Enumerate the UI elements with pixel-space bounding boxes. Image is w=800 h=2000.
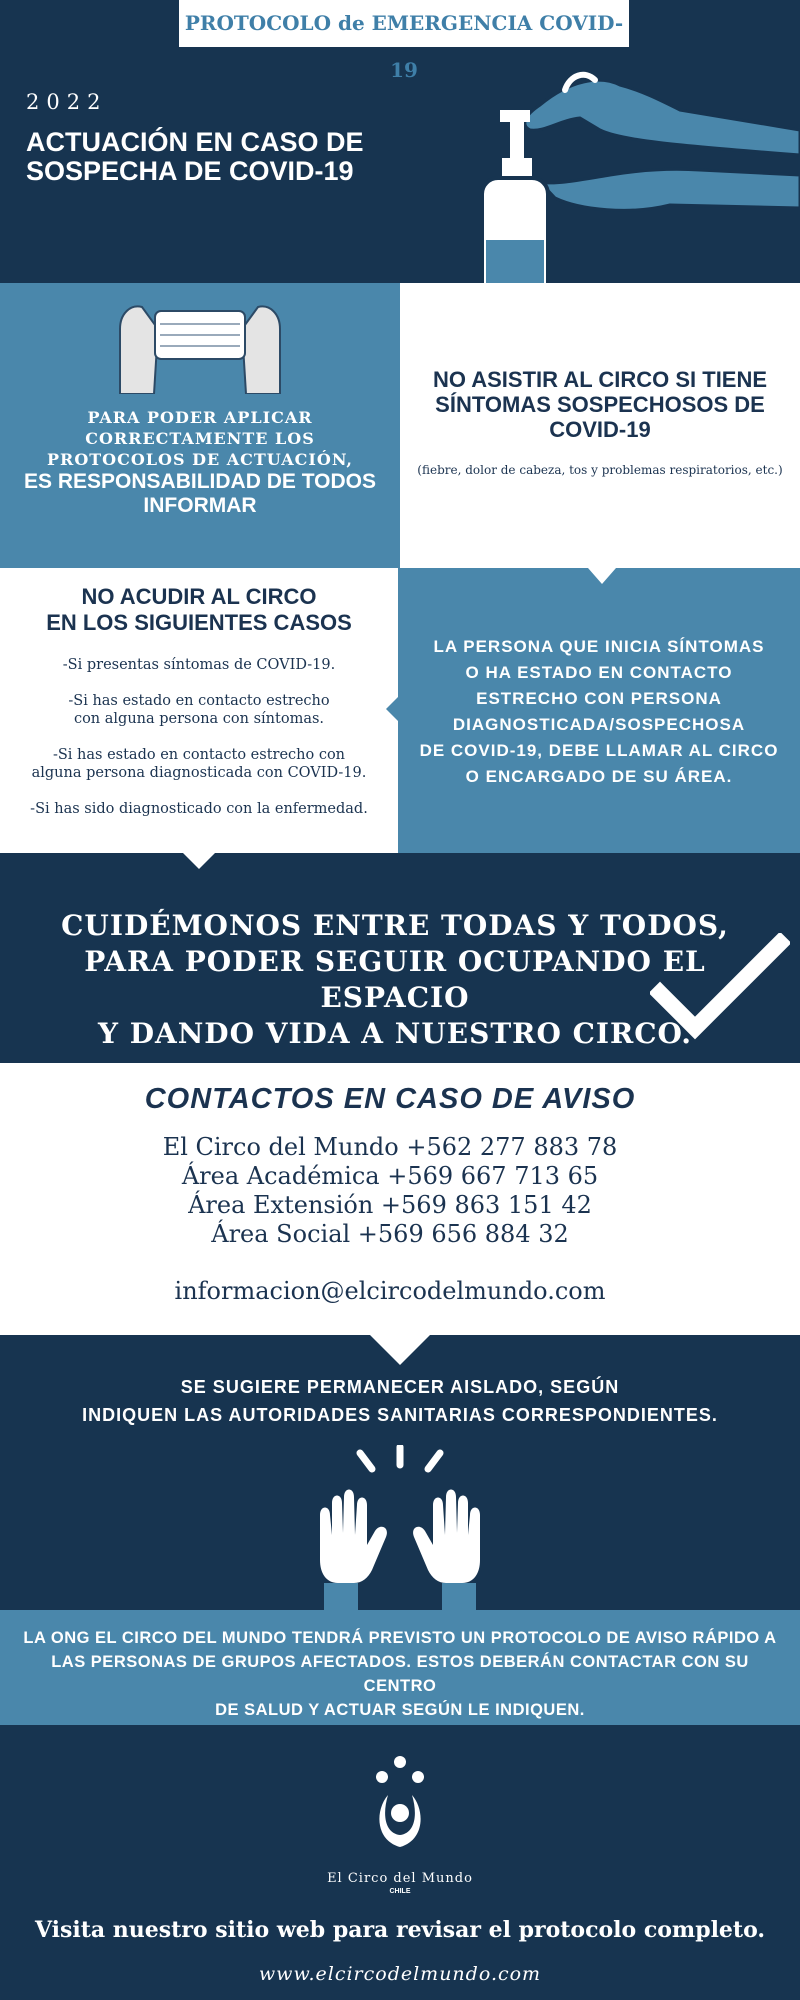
footer-section — [0, 1725, 800, 2000]
year-label: 2022 — [26, 90, 108, 114]
isolation-line1: SE SUGIERE PERMANECER AISLADO, SEGÚN — [180, 1377, 620, 1397]
protocol-banner: PROTOCOLO de EMERGENCIA COVID-19 — [179, 0, 629, 47]
no-attend-title — [400, 367, 800, 442]
contact-extension: Área Extensión +569 863 151 42 — [188, 1191, 592, 1219]
isolation-line2: INDIQUEN LAS AUTORIDADES SANITARIAS CORRESPONDIENTES. — [82, 1405, 718, 1425]
visit-text: Visita nuestro sitio web para revisar el protocolo completo. — [34, 1917, 766, 1943]
ong-section — [0, 1610, 800, 1725]
call-panel — [398, 568, 800, 853]
case-item-3a: -Si has estado en contacto estrecho con — [52, 747, 346, 763]
call-line2: O HA ESTADO EN CONTACTO — [465, 663, 733, 682]
responsibility-line2: CORRECTAMENTE LOS — [85, 429, 315, 448]
ong-line1: LA ONG EL CIRCO DEL MUNDO TENDRÁ PREVISTO UN PROTOCOLO DE AVISO RÁPIDO A — [23, 1629, 777, 1647]
responsibility-line1: PARA PODER APLICAR — [87, 408, 313, 427]
contact-email: informacion@elcircodelmundo.com — [174, 1277, 606, 1305]
face-mask-icon — [110, 289, 290, 394]
no-attend-line2: SÍNTOMAS SOSPECHOSOS DE — [435, 392, 765, 417]
notch-pointer — [386, 697, 398, 721]
page-title-line1: ACTUACIÓN EN CASO DE — [26, 127, 364, 157]
contacts-title: CONTACTOS EN CASO DE AVISO — [144, 1083, 636, 1115]
circus-logo-icon — [370, 1755, 430, 1865]
slogan-line1: CUIDÉMONOS ENTRE TODAS Y TODOS, — [61, 909, 729, 942]
slogan-text — [40, 908, 750, 1052]
call-line5: DE COVID-19, DEBE LLAMAR AL CIRCO — [419, 741, 779, 760]
case-item-2a: -Si has estado en contacto estrecho — [68, 693, 330, 709]
symptoms-note: (fiebre, dolor de cabeza, tos y problemas respiratorios, etc.) — [417, 463, 783, 477]
case-item-2b: con alguna persona con síntomas. — [73, 711, 325, 727]
raised-hands-icon — [310, 1445, 490, 1610]
contact-main: El Circo del Mundo +562 277 883 78 — [162, 1133, 618, 1161]
call-line4: DIAGNOSTICADA/SOSPECHOSA — [452, 715, 746, 734]
checkmark-icon — [650, 933, 790, 1043]
list-item — [0, 692, 398, 728]
ong-line2: LAS PERSONAS DE GRUPOS AFECTADOS. ESTOS DEBERÁN CONTACTAR CON SU CENTRO — [51, 1653, 749, 1695]
slogan-line3: Y DANDO VIDA A NUESTRO CIRCO. — [97, 1017, 693, 1050]
page-title-line2: SOSPECHA DE COVID-19 — [26, 156, 354, 186]
call-line1: LA PERSONA QUE INICIA SÍNTOMAS — [433, 637, 765, 656]
notch-pointer — [588, 568, 616, 584]
cases-title — [0, 584, 398, 636]
contacts-list — [0, 1133, 780, 1249]
notch-pointer — [370, 1335, 430, 1365]
responsibility-line4: ES RESPONSABILIDAD DE TODOS — [24, 470, 376, 493]
ong-text — [20, 1626, 780, 1722]
no-attend-line1: NO ASISTIR AL CIRCO SI TIENE — [432, 367, 768, 392]
case-item-4: -Si has sido diagnosticado con la enfermedad. — [30, 801, 368, 817]
ong-line3: DE SALUD Y ACTUAR SEGÚN LE INDIQUEN. — [215, 1701, 585, 1719]
logo-country: CHILE — [389, 1888, 411, 1895]
no-attend-panel — [400, 283, 800, 568]
list-item — [0, 746, 398, 782]
responsibility-line3: PROTOCOLOS DE ACTUACIÓN, — [47, 450, 353, 469]
contact-academic: Área Académica +569 667 713 65 — [181, 1162, 599, 1190]
responsibility-text — [0, 407, 400, 518]
call-line6: O ENCARGADO DE SU ÁREA. — [465, 767, 733, 786]
cases-list — [0, 656, 398, 836]
responsibility-panel — [0, 283, 400, 568]
page-title — [26, 128, 446, 186]
contacts-section — [0, 1063, 800, 1335]
header-section — [0, 0, 800, 283]
website-link[interactable]: www.elcircodelmundo.com — [258, 1963, 542, 1985]
isolation-text — [0, 1373, 800, 1429]
cases-title-line2: EN LOS SIGUIENTES CASOS — [46, 610, 352, 635]
call-line3: ESTRECHO CON PERSONA — [476, 689, 722, 708]
responsibility-line5: INFORMAR — [143, 494, 257, 517]
notch-pointer — [183, 853, 215, 869]
no-attend-line3: COVID-19 — [549, 417, 651, 442]
contact-social: Área Social +569 656 884 32 — [211, 1220, 569, 1248]
case-item-1: -Si presentas síntomas de COVID-19. — [62, 657, 336, 673]
cases-panel — [0, 568, 398, 853]
case-item-3b: alguna persona diagnosticada con COVID-19. — [31, 765, 367, 781]
logo-name: El Circo del Mundo — [327, 1871, 473, 1886]
call-text — [398, 634, 800, 790]
cases-title-line1: NO ACUDIR AL CIRCO — [81, 584, 317, 609]
isolation-section — [0, 1335, 800, 1610]
list-item — [0, 656, 398, 674]
list-item — [0, 800, 398, 818]
slogan-line2: PARA PODER SEGUIR OCUPANDO EL ESPACIO — [84, 945, 706, 1014]
slogan-section — [0, 853, 800, 1063]
